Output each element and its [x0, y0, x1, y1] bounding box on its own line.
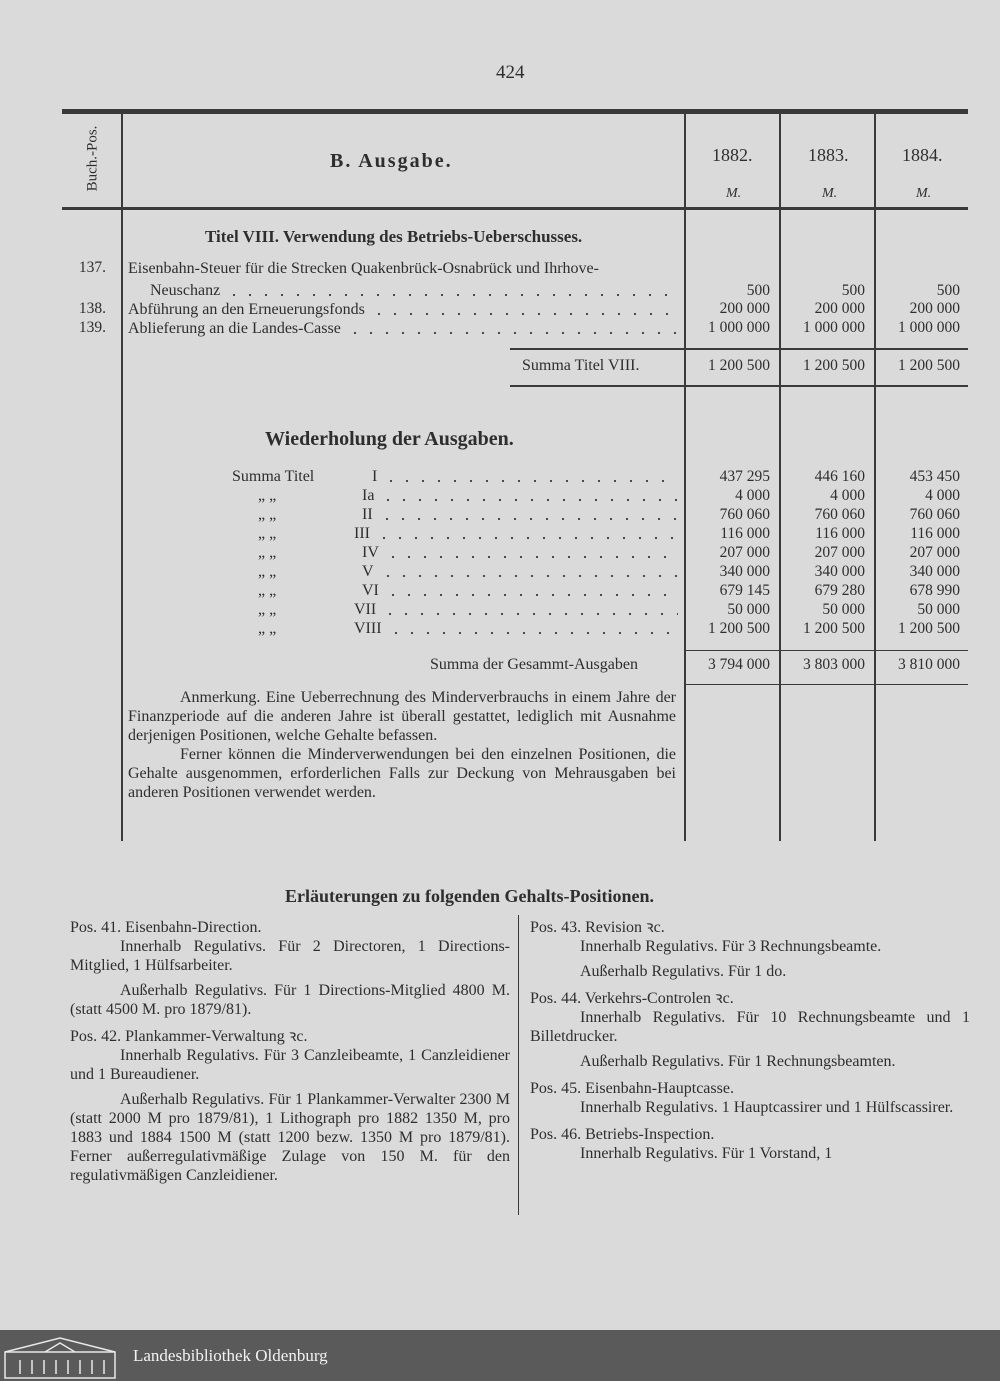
dot-leader [380, 486, 678, 505]
recap-value-1884: 340 000 [909, 563, 960, 580]
position-paragraph: Innerhalb Regulativs. 1 Hauptcassirer und 1 Hülfscassirer. [580, 1099, 954, 1116]
recap-prefix: „ „ [258, 544, 277, 561]
recap-value-1882: 340 000 [719, 563, 770, 580]
value-1882: 500 [746, 282, 770, 299]
recap-row [362, 505, 678, 524]
dot-leader [388, 619, 678, 638]
recap-numeral: V [362, 563, 374, 580]
value-1884: 500 [936, 282, 960, 299]
dot-leader [371, 300, 678, 319]
recap-row [354, 619, 678, 638]
recap-value-1883: 1 200 500 [803, 620, 865, 637]
header-bottom-rule [62, 207, 968, 210]
position-title: Pos. 41. Eisenbahn-Direction. [70, 919, 262, 936]
item-text: Abführung an den Erneuerungsfonds [128, 301, 365, 318]
recap-value-1884: 760 060 [909, 506, 960, 523]
sum-rule-bottom [510, 385, 968, 387]
value-1882: 1 000 000 [708, 319, 770, 336]
recap-value-1884: 453 450 [909, 468, 960, 485]
year-1884-header: 1884. [902, 145, 943, 165]
recap-value-1884: 678 990 [909, 582, 960, 599]
recap-value-1882: 50 000 [727, 601, 770, 618]
recap-row [362, 562, 678, 581]
sum-1882: 1 200 500 [708, 357, 770, 374]
recap-prefix: „ „ [258, 487, 277, 504]
recap-numeral: VI [362, 582, 379, 599]
recap-numeral: VIII [354, 620, 382, 637]
recap-row [372, 467, 678, 486]
explanations-column-divider [518, 915, 519, 1215]
position-paragraph: Außerhalb Regulativs. Für 1 Plankammer-Verwalter 2300 M (statt 2000 M pro 1879/81), 1 Lithograph pro 1882 1350 M, pro 1883 und 1884 1500 M (statt 1200 bezw. 1350 M pro 1879/81). Ferner außerregulativmäßige Zulage von 150 M. für den regulativmäßigen Canzleidiener. [70, 1091, 510, 1184]
recap-value-1883: 340 000 [814, 563, 865, 580]
value-1883: 1 000 000 [803, 319, 865, 336]
dot-leader [380, 562, 678, 581]
value-1882: 200 000 [719, 300, 770, 317]
dot-leader [376, 524, 678, 543]
position-paragraph: Innerhalb Regulativs. Für 2 Directoren, 1 Directions-Mitglied, 1 Hülfsarbeiter. [70, 938, 510, 974]
item-text-cont [150, 281, 678, 300]
item-pos: 137. [78, 259, 106, 276]
table-top-rule [62, 109, 968, 114]
total-1884: 3 810 000 [898, 656, 960, 673]
item-text: Ablieferung an die Landes-Casse [128, 320, 341, 337]
recap-prefix: „ „ [258, 525, 277, 542]
recap-row [362, 581, 678, 600]
pos-column-header: Buch.-Pos. [84, 125, 101, 192]
total-label: Summa der Gesammt-Ausgaben [430, 656, 638, 673]
unit-1884: M. [916, 186, 932, 201]
total-rule-bottom [684, 684, 968, 685]
sum-titel-viii-label: Summa Titel VIII. [522, 357, 640, 374]
item-row [128, 319, 678, 338]
dot-leader [382, 600, 678, 619]
recap-heading: Wiederholung der Ausgaben. [265, 428, 514, 450]
total-rule-top [684, 650, 968, 651]
col-divider-pos [121, 113, 123, 841]
value-1883: 500 [841, 282, 865, 299]
library-footer [0, 1330, 1000, 1381]
recap-value-1883: 679 280 [814, 582, 865, 599]
position-paragraph: Außerhalb Regulativs. Für 1 Rechnungsbeamten. [580, 1053, 896, 1070]
position-paragraph: Innerhalb Regulativs. Für 3 Canzleibeamte, 1 Canzleidiener und 1 Bureaudiener. [70, 1047, 510, 1083]
recap-value-1884: 1 200 500 [898, 620, 960, 637]
dot-leader [385, 543, 678, 562]
section-title: B. Ausgabe. [330, 150, 453, 172]
position-paragraph: Innerhalb Regulativs. Für 1 Vorstand, 1 [580, 1145, 833, 1162]
unit-1883: M. [822, 186, 838, 201]
position-title: Pos. 42. Plankammer-Verwaltung ꝛc. [70, 1028, 308, 1045]
dot-leader [226, 281, 678, 300]
position-title: Pos. 44. Verkehrs-Controlen ꝛc. [530, 990, 734, 1007]
recap-value-1883: 50 000 [822, 601, 865, 618]
recap-value-1884: 50 000 [917, 601, 960, 618]
recap-value-1884: 4 000 [925, 487, 960, 504]
recap-numeral: II [362, 506, 373, 523]
library-name: Landesbibliothek Oldenburg [133, 1346, 328, 1365]
year-1882-header: 1882. [712, 145, 753, 165]
recap-value-1882: 116 000 [720, 525, 770, 542]
sum-1884: 1 200 500 [898, 357, 960, 374]
recap-value-1883: 4 000 [830, 487, 865, 504]
sum-rule-top [510, 348, 968, 350]
recap-value-1882: 679 145 [719, 582, 770, 599]
titel-viii-heading: Titel VIII. Verwendung des Betriebs-Ueberschusses. [205, 227, 583, 246]
recap-prefix: „ „ [258, 601, 277, 618]
dot-leader [379, 505, 678, 524]
item-pos: 139. [78, 319, 106, 336]
recap-row [362, 543, 678, 562]
recap-row [354, 600, 678, 619]
recap-numeral: Ia [362, 487, 375, 504]
item-row [128, 300, 678, 319]
recap-numeral: VII [354, 601, 377, 618]
year-1883-header: 1883. [808, 145, 849, 165]
recap-value-1884: 207 000 [909, 544, 960, 561]
note [128, 688, 676, 802]
explanations-right-column [530, 918, 970, 1163]
recap-value-1883: 207 000 [814, 544, 865, 561]
position-title: Pos. 45. Eisenbahn-Hauptcasse. [530, 1080, 734, 1097]
position-paragraph: Innerhalb Regulativs. Für 10 Rechnungsbeamte und 1 Billetdrucker. [530, 1009, 970, 1045]
value-1884: 200 000 [909, 300, 960, 317]
total-1883: 3 803 000 [803, 656, 865, 673]
recap-numeral: I [372, 468, 378, 485]
value-1884: 1 000 000 [898, 319, 960, 336]
recap-prefix: „ „ [258, 506, 277, 523]
total-1882: 3 794 000 [708, 656, 770, 673]
unit-1882: M. [726, 186, 742, 201]
recap-row [362, 486, 678, 505]
recap-prefix: „ „ [258, 563, 277, 580]
recap-value-1882: 760 060 [719, 506, 770, 523]
recap-value-1884: 116 000 [910, 525, 960, 542]
explanations-left-column [70, 918, 510, 1185]
recap-numeral: IV [362, 544, 379, 561]
item-text: Eisenbahn-Steuer für die Strecken Quakenbrück-Osnabrück und Ihrhove- [128, 260, 599, 277]
position-paragraph: Außerhalb Regulativs. Für 1 do. [580, 963, 787, 980]
recap-value-1882: 4 000 [735, 487, 770, 504]
dot-leader [385, 581, 678, 600]
recap-value-1883: 760 060 [814, 506, 865, 523]
dot-leader [383, 467, 678, 486]
recap-numeral: III [354, 525, 370, 542]
position-paragraph: Außerhalb Regulativs. Für 1 Directions-Mitglied 4800 M. (statt 4500 M. pro 1879/81). [70, 982, 510, 1018]
recap-prefix: Summa Titel [232, 468, 315, 485]
recap-value-1883: 446 160 [814, 468, 865, 485]
item-text: Neuschanz [150, 282, 221, 299]
recap-value-1882: 1 200 500 [708, 620, 770, 637]
recap-value-1882: 437 295 [719, 468, 770, 485]
note-paragraph-1: Anmerkung. Eine Ueberrechnung des Minderverbrauchs in einem Jahre der Finanzperiode auf die anderen Jahre ist überall gestattet, lediglich mit Ausnahme derjenigen Positionen, welche Gehalte befassen. [128, 689, 676, 744]
item-pos: 138. [78, 300, 106, 317]
recap-row [354, 524, 678, 543]
recap-prefix: „ „ [258, 582, 277, 599]
explanations-heading: Erläuterungen zu folgenden Gehalts-Positionen. [285, 886, 655, 906]
value-1883: 200 000 [814, 300, 865, 317]
recap-value-1883: 116 000 [815, 525, 865, 542]
position-title: Pos. 46. Betriebs-Inspection. [530, 1126, 715, 1143]
position-paragraph: Innerhalb Regulativs. Für 3 Rechnungsbeamte. [580, 938, 882, 955]
dot-leader [347, 319, 678, 338]
position-title: Pos. 43. Revision ꝛc. [530, 919, 665, 936]
note-paragraph-2: Ferner können die Minderverwendungen bei den einzelnen Positionen, die Gehalte ausgenommen, erforderlichen Falls zur Deckung von Mehrausgaben bei anderen Positionen verwendet werden. [128, 746, 676, 801]
library-building-icon [0, 1330, 120, 1381]
recap-value-1882: 207 000 [719, 544, 770, 561]
sum-1883: 1 200 500 [803, 357, 865, 374]
page-number: 424 [496, 62, 525, 83]
recap-prefix: „ „ [258, 620, 277, 637]
